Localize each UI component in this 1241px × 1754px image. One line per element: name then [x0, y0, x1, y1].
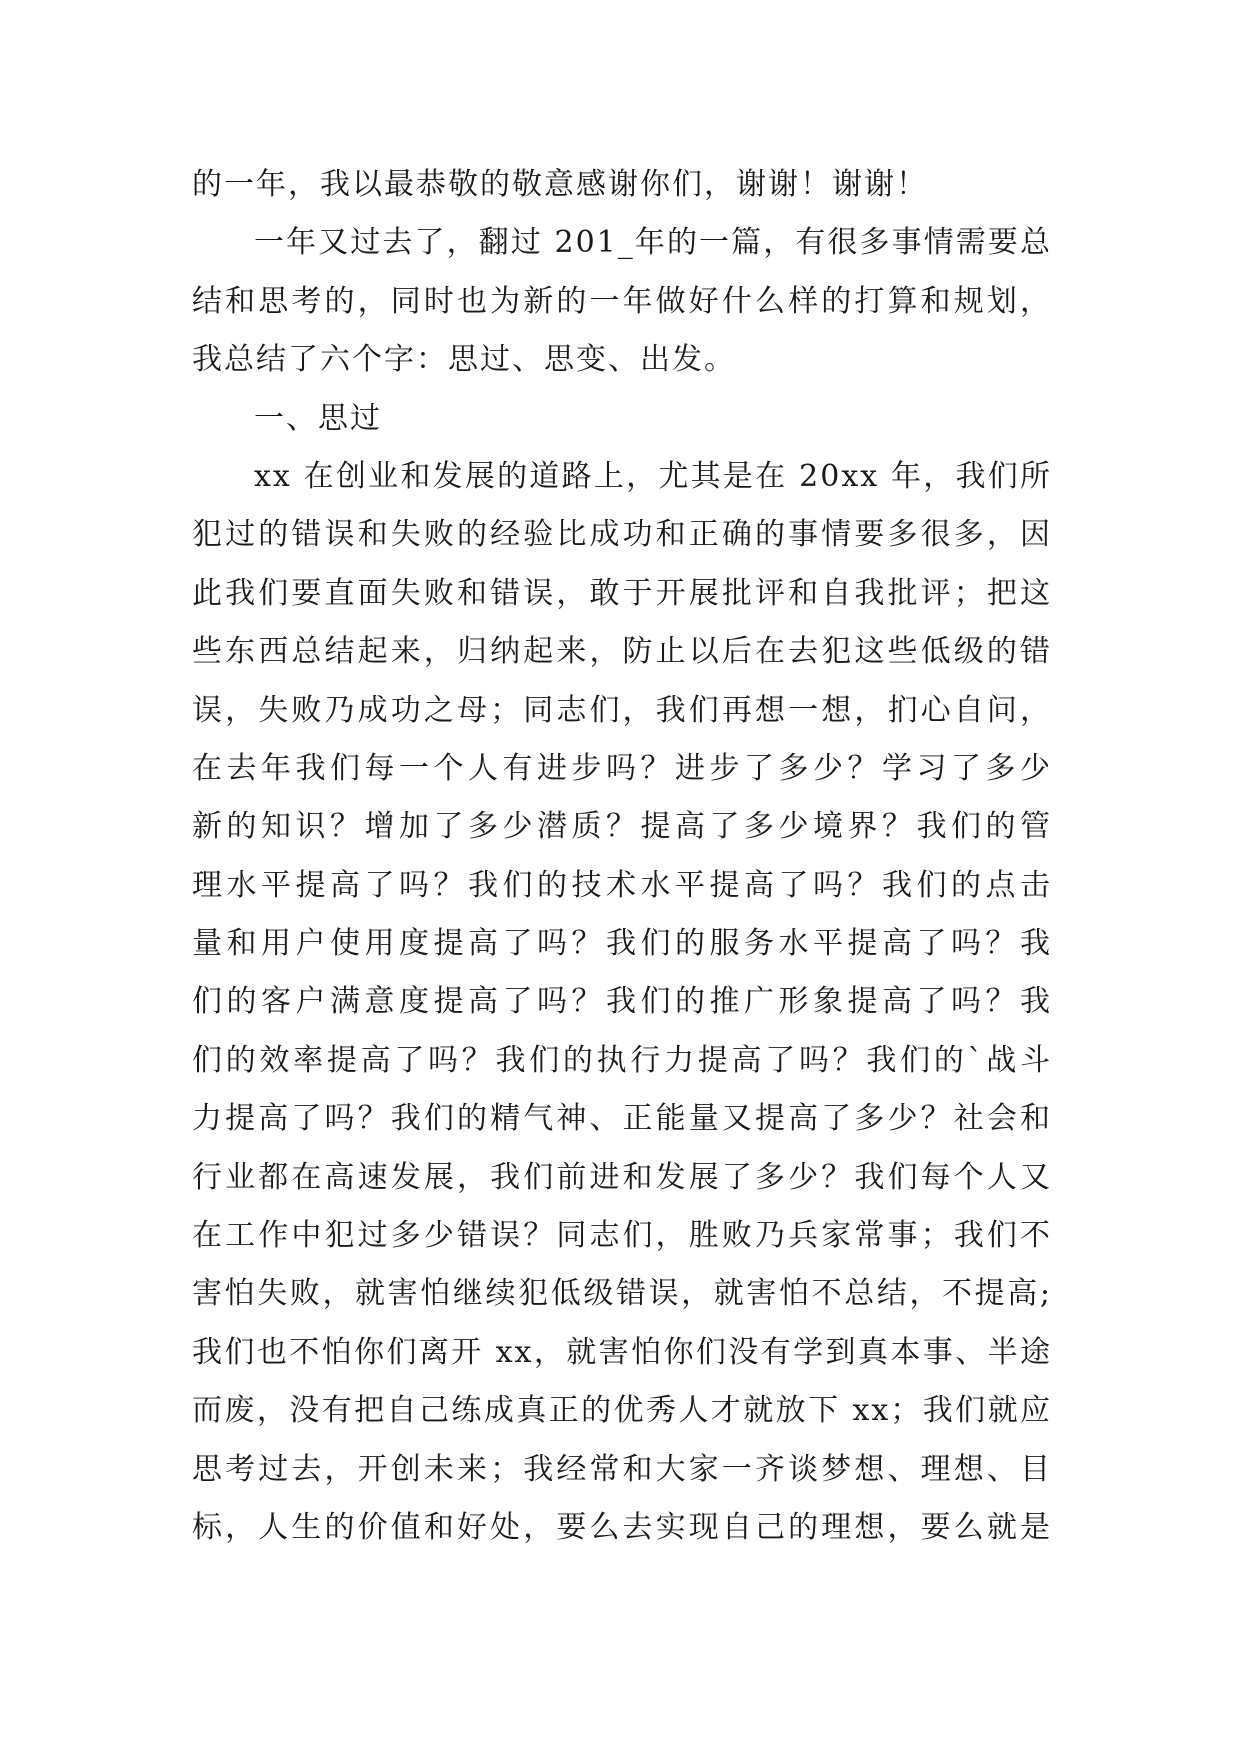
text-line: 我总结了六个字：思过、思变、出发。: [192, 342, 736, 378]
text-line: 新的知识？增加了多少潜质？提高了多少境界？我们的管: [192, 809, 1052, 845]
text-line: 理水平提高了吗？我们的技术水平提高了吗？我们的点击: [192, 867, 1052, 903]
text-line: 些东西总结起来，归纳起来，防止以后在去犯这些低级的错: [192, 634, 1052, 670]
text-line: 我们也不怕你们离开 xx，就害怕你们没有学到真本事、半途: [192, 1334, 1052, 1370]
section-heading: 一、思过: [254, 400, 382, 436]
text-line: 行业都在高速发展，我们前进和发展了多少？我们每个人又: [192, 1159, 1052, 1195]
text-line: 力提高了吗？我们的精气神、正能量又提高了多少？社会和: [192, 1101, 1052, 1137]
paragraph-first-line: 一年又过去了，翻过 201_年的一篇，有很多事情需要总: [254, 225, 1052, 261]
text-line: 们的客户满意度提高了吗？我们的推广形象提高了吗？我: [192, 984, 1052, 1020]
text-line: 在去年我们每一个人有进步吗？进步了多少？学习了多少: [192, 750, 1052, 786]
paragraph-first-line: xx 在创业和发展的道路上，尤其是在 20xx 年，我们所: [254, 458, 1052, 494]
document-body: [192, 156, 1052, 1557]
text-line: 标，人生的价值和好处，要么去实现自己的理想，要么就是: [192, 1509, 1052, 1545]
text-line: 的一年，我以最恭敬的敬意感谢你们，谢谢！谢谢！: [192, 167, 928, 202]
text-line: 害怕失败，就害怕继续犯低级错误，就害怕不总结，不提高;: [192, 1276, 1052, 1312]
text-line: 在工作中犯过多少错误？同志们，胜败乃兵家常事；我们不: [192, 1218, 1052, 1254]
text-line: 而废，没有把自己练成真正的优秀人才就放下 xx；我们就应: [192, 1393, 1052, 1429]
text-line: 犯过的错误和失败的经验比成功和正确的事情要多很多，因: [192, 517, 1052, 553]
text-line: 思考过去，开创未来；我经常和大家一齐谈梦想、理想、目: [192, 1451, 1052, 1487]
text-line: 们的效率提高了吗？我们的执行力提高了吗？我们的`战斗: [192, 1042, 1052, 1078]
text-line: 量和用户使用度提高了吗？我们的服务水平提高了吗？我: [192, 926, 1052, 962]
text-line: 误，失败乃成功之母；同志们，我们再想一想，扪心自问，: [192, 692, 1052, 728]
text-line: 此我们要直面失败和错误，敢于开展批评和自我批评；把这: [192, 575, 1052, 611]
text-line: 结和思考的，同时也为新的一年做好什么样的打算和规划，: [192, 283, 1052, 319]
